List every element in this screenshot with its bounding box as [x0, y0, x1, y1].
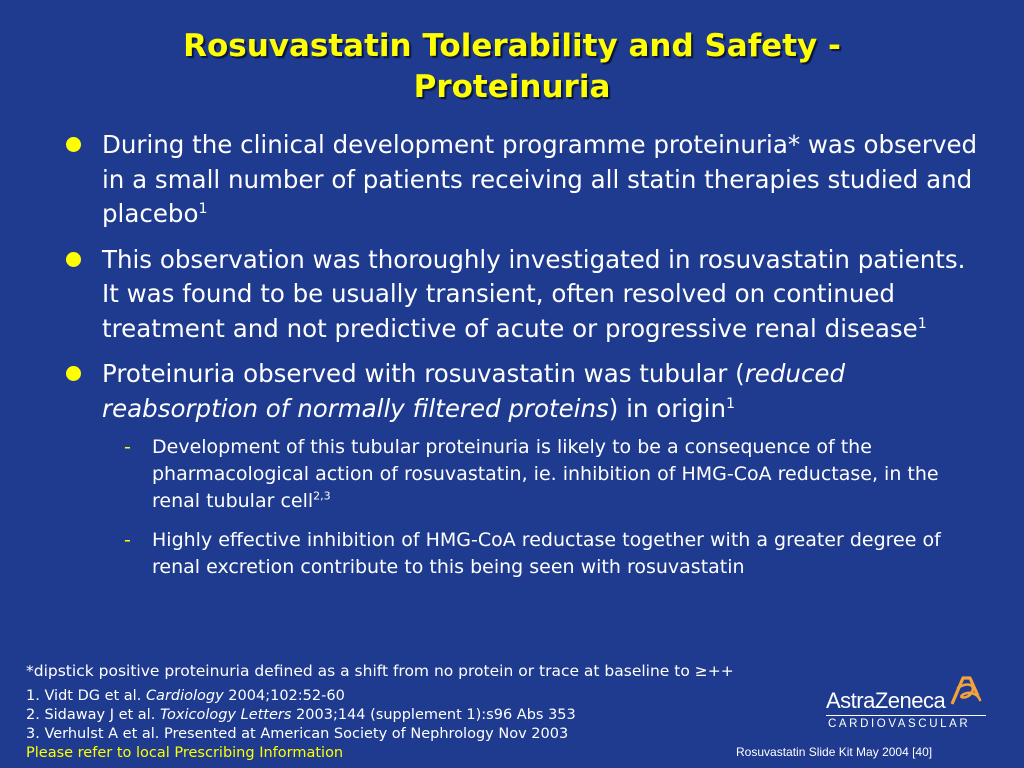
bullet-text: ) in origin: [608, 393, 727, 423]
slide-title: [60, 26, 964, 108]
bullet-list: [64, 128, 984, 593]
reference-journal: Toxicology Letters: [159, 707, 292, 723]
citation-superscript: 1: [917, 315, 927, 332]
bullet-item: [64, 128, 984, 232]
bullet-item: [64, 357, 984, 426]
slide-title-line2: Proteinuria: [413, 69, 611, 105]
citation-superscript: 1: [726, 395, 736, 412]
bullet-item: [64, 243, 984, 347]
astrazeneca-logo: [826, 674, 996, 734]
sub-bullet-text: Development of this tubular proteinuria is likely to be a consequence of the pharmacological action of rosuvastatin, ie. inhibition of HMG-CoA reductase, in the renal tubular cell: [152, 436, 939, 512]
references: [26, 687, 576, 763]
reference-item: [26, 687, 576, 706]
sub-bullet-dash: -: [124, 436, 131, 458]
bullet-text-italic: reduced reabsorption of normally filtered proteins: [102, 359, 846, 423]
logo-wordmark: AstraZeneca: [826, 688, 946, 713]
slide-kit-label: Rosuvastatin Slide Kit May 2004 [40]: [736, 745, 933, 759]
reference-item: [26, 725, 576, 744]
reference-text: 2. Sidaway J et al.: [26, 707, 160, 723]
bullet-text: During the clinical development programme proteinuria* was observed in a small number of patients receiving all statin therapies studied and placebo: [102, 130, 978, 228]
astrazeneca-mark-icon: [948, 674, 982, 708]
logo-division: CARDIOVASCULAR: [828, 718, 971, 730]
bullet-dot-icon: [66, 252, 81, 267]
reference-journal: Cardiology: [145, 688, 224, 704]
sub-bullet-dash: -: [124, 529, 131, 551]
bullet-dot-icon: [66, 137, 81, 152]
sub-bullet-text: Highly effective inhibition of HMG-CoA reductase together with a greater degree of renal excretion contribute to this being seen with rosuvastatin: [152, 529, 941, 578]
citation-superscript: 2,3: [313, 489, 331, 503]
reference-item: [26, 706, 576, 725]
bullet-text: This observation was thoroughly investigated in rosuvastatin patients. It was found to be usually transient, often resolved on continued treatment and not predictive of acute or progressive renal disease: [102, 244, 966, 343]
reference-text: 2004;102:52-60: [223, 688, 345, 704]
citation-superscript: 1: [198, 200, 208, 217]
reference-text: 2003;144 (supplement 1):s96 Abs 353: [291, 707, 576, 723]
footnote: *dipstick positive proteinuria defined as a shift from no protein or trace at baseline to ≥++: [26, 662, 734, 680]
bullet-dot-icon: [66, 366, 81, 381]
sub-bullet-item: [64, 527, 984, 581]
prescribing-note: Please refer to local Prescribing Information: [26, 745, 344, 761]
reference-text: 1. Vidt DG et al.: [26, 688, 146, 704]
slide-title-line1: Rosuvastatin Tolerability and Safety -: [183, 28, 841, 64]
sub-bullet-item: [64, 434, 984, 515]
bullet-text: Proteinuria observed with rosuvastatin was tubular (: [102, 359, 745, 388]
logo-divider: [826, 715, 986, 716]
reference-text: 3. Verhulst A et al. Presented at American Society of Nephrology Nov 2003: [26, 726, 569, 742]
